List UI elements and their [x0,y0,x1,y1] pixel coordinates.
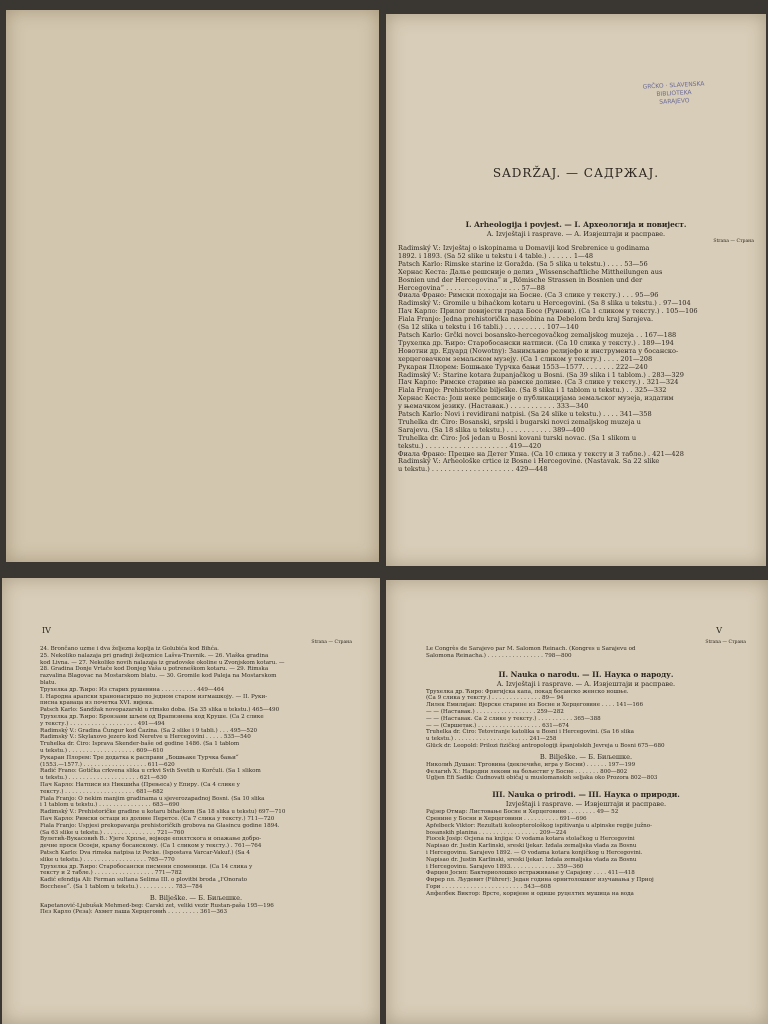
entry-line: Новотни др. Едуард (Nowotny): Занимљиво релијефо и инструмента у босанско- [398,346,679,355]
entry-line: Пач Карло: Римске старине на рамске долине. (Са 3 слике у тексту.) . 321—324 [398,378,679,387]
entry-line: Salomona Reinacha.) . . . . . . . . . . . . . . . . 798—800 [426,652,572,659]
entry-line: 25. Nekoliko nalazaja pri gradnji željeznice Lašva-Travnik. — 26. Vlaška gradina [40,652,269,659]
library-stamp: GRČKO · SLAVENSKA BIBLIOTEKA SARAJEVO [642,80,705,106]
subsection-title: A. Izvještaji i rasprave. — A. Извјештаји и расправе. [496,679,676,688]
entry-list [426,646,746,660]
entry-line: — — (Наставак. Са 2 слике у тексту.) . . . . . . . . . . 365—388 [426,715,601,722]
entry-line: Трухелка др. Ћиро: Фригијска капа, покад босанско женско ношње. [426,688,629,695]
entry-line: i 1 tablom u tekstu.) . . . . . . . . . . . . . . . 683—690 [40,802,180,809]
entry-line: — — (Наставак.) . . . . . . . . . . . . . . . . . 259—282 [426,708,564,715]
entry-line: Трухелка др. Ћиро: Старобосански писмени споменици. (Са 14 слика у [40,863,253,870]
entry-line: писна краваца из почетка XVI. вијека. [40,700,154,707]
entry-line: Фиала Франо: Прецне на Детег Упна. (Са 10 слика у тексту и 3 табле.) . 421—428 [398,449,684,458]
entry-line: kod Livna. — 27. Nekoliko novih nalazaja iz gradovske okoline u Zvonjskom kotaru. — [40,659,285,666]
entry-line: Hercegovina“ . . . . . . . . . . . . . . . . . . 57—88 [398,283,545,292]
entry-list [426,762,746,782]
section-title: II. Nauka o narodu. — II. Наука о народу. [498,669,674,679]
subsection-title: A. Izvještaji i rasprave. — A. Извјештаји и расправе. [486,230,666,238]
entry-line: Рајзер Отмар: Листовање Босне и Херцеговине . . . . . . . . 49— 52 [426,809,619,816]
entry-line: 1892. i 1893. (Sa 52 slike u tekstu i 4 table.) . . . . . . 1—48 [398,251,594,260]
entry-line: Апфелбек Виктор: Врсте, коријене и одише руцелтих мушица на вода [426,890,634,897]
entry-line: Patsch Karlo: Dva rimska natpisa iz Pecke. (Ispostava Varcar-Vakuf.) (Sa 4 [40,849,250,856]
entry-line: u tekstu.) . . . . . . . . . . . . . . . . . . . 609—610 [40,747,164,754]
entry-list [40,903,352,917]
contents-page-top-right [386,14,766,566]
entry-line: (1553.—1577.) . . . . . . . . . . . . . . . . . . 611—620 [40,761,175,768]
subsection-title: Izvještaji i rasprave. — Извјештаји и расправе. [505,800,667,809]
entry-line: Пач Карло: Римски остаци из долине Перетсе. (Са 7 слика у тексту.) 711—720 [40,815,275,822]
entry-line: Truhelka dr. Ćiro: Tetoviranje katolika u Bosni i Hercegovini. (Sa 16 slika [426,729,635,736]
page-title: SADRŽAJ. — САДРЖАЈ. [492,166,660,180]
entry-line: Трухелка др. Ћиро: Из старих рушевина . . . . . . . . . . 449—464 [40,686,225,693]
section-title: III. Nauka o prirodi. — III. Наука о природи. [492,790,680,800]
entry-line: Truhelka dr. Ćiro: Isprava Skender-baše od godine 1486. (Sa 1 tablom [40,741,240,748]
contents-page-bottom-left [2,578,380,1024]
entry-line: Fiocek Josip: Ocjena na knjiga: O vodama kotara stolačkog u Hercegovini [426,836,635,843]
entry-line: Radimský V.: Gromile u bihaćkom kotaru u Hercegovini. (Sa 8 slika u tekstu.) . 97—104 [398,299,691,308]
entry-line: i Hercegovinu. Sarajevo 1893. . . . . . . . . . . . . 359—360 [426,863,584,870]
entry-line: I. Народна арапски хранонасиршо по једном старом изгмашкоју. — II. Руки- [40,693,268,700]
entry-line: bosanskih planina . . . . . . . . . . . . . . . . . 209—224 [426,829,567,836]
entry-line: Fiala Franjo: Uspjesi prekopavanja prehistoričkih grobova na Glasincu godine 1894. [40,822,280,829]
entry-line: дечнe просн Осоеји, краљу босанскому. (Са 1 сликом у тексту.) . 761—764 [40,843,262,850]
entry-line: Radimský V.: Arheološke crtice iz Bosne i Hercegovine. (Nastavak. Sa 22 slike [398,457,660,466]
entry-line: Patsch Karlo: Sandžak novopazarski u rimsko doba. (Sa 35 slika u tekstu.) 465—490 [40,707,280,714]
entry-line: Пез Карло (Реза): Ахмет паша Херцеговић . . . . . . . . . 361—363 [40,909,228,916]
entry-line: Napisao dr. Justin Karlinski, sreski ljekar. Izdala zemaljska vlada za Bosnu [426,856,637,863]
entry-line: Фарцен Јосип: Бактериолошко истраживање у Сарајеву . . . . 411—418 [426,870,635,877]
entry-line: Glück dr. Leopold: Prilozi fizičkoj antropologiji španjolskih Jevreja u Bosni 675—680 [426,742,665,749]
entry-line: Пач Карло: Прилог повијести града Босе (Рунови). (Са 1 сликом у тексту.) . 105—106 [398,307,698,316]
entry-line: Сренине у Босни и Херцеговини . . . . . . . . . . 691—696 [426,815,587,822]
entry-line: тексту.) . . . . . . . . . . . . . . . . . . . . 681—682 [40,788,164,795]
entry-line: Radimský V.: Starine kotara županjačkog u Bosni. (Sa 39 slika i 1 tablom.) . 283—329 [398,370,684,379]
entry-line: Patsch Karlo: Grčki novci bosansko-hercegovačkog zemaljskog muzeja . . 167—188 [398,330,677,339]
entry-line: blatu. [40,679,57,686]
page-number: V [716,626,722,635]
column-header: Strana — Страна [713,239,754,244]
entry-line: Radić Frano: Gotička crkvena slika u crkvi Svih Svetih u Korčuli. (Sa 1 slikom [40,768,261,775]
entry-line: Трухелка др. Ћиро: Старобосански натписи. (Са 10 слика у тексту.) . 189—194 [398,338,674,347]
entry-line: u tekstu.) . . . . . . . . . . . . . . . . . . . . 429—448 [398,465,548,474]
entry-line: Хернас Кеста: Још неке решсније о публикацијама земаљског музеја, издатим [398,394,674,403]
entry-line: Bosnien und der Hercegovina“ и „Römische Strassen in Bosnien und der [398,275,643,284]
entry-line: у њемачком језику. (Наставак.) . . . . . . . . . . . 333—340 [398,402,589,411]
entry-line: Radimský V.: Skylaxovo jezero kod Neretve u Hercegovini . . . . . 535—540 [40,734,251,741]
entry-line: Kadić efendija Ali: Ferman sultana Selima III. o plovitbi broda „l'Onorato [40,877,247,884]
entry-line: u tekstu.) . . . . . . . . . . . . . . . . . . . . 621—630 [40,775,167,782]
entry-line: Пач Карло: Натписи из Никшића (Прењеса) у Епиру. (Са 4 слике у [40,781,240,788]
entry-line: Radimský V.: Gradina Čungur kod Čazina. (Sa 2 slike i 9 tabli.) . . . 495—520 [40,727,258,734]
contents-page-bottom-right [386,580,768,1024]
entry-line: Truhelka dr. Ćiro: Bosanski, srpski i bugarski novci zemaljskog muzeja u [398,417,641,426]
entry-line: 24. Brončano uzme i dva željezna koplјa iz Golubića kod Bihća. [40,646,219,652]
entry-line: razvalina Blagovac na Mostarskom blatu. — 30. Gromile kod Paleja na Mostarskom [40,673,277,680]
entry-line: u tekstu.) . . . . . . . . . . . . . . . . . . . . . 241—258 [426,736,557,743]
entry-line: Le Congrès de Sarajevo par M. Salomon Reinach. (Kongres u Sarajevu od [426,646,636,652]
subsection-title: B. Bilješke. — Б. Биљешке. [539,752,633,761]
entry-line: Truhelka dr. Ćiro: Još jedan u Bosni kovani turski novac. (Sa 1 slikom u [398,433,637,442]
entry-line: (Sa 63 slike u tekstu.) . . . . . . . . . . . . . . . 721—760 [40,829,185,836]
entry-line: Лилек Емилијан: Вјерске старине из Босне и Херцеговине . . . . 141—166 [426,702,644,709]
entry-list [426,689,746,750]
entry-list [398,245,754,474]
entry-line: Napisao dr. Justin Karlinski, sreski ljekar. Izdala zemaljska vlada za Bosnu [426,843,637,850]
entry-line: Radimský V.: Izvještaj o iskopinama u Domaviji kod Srebrenice u godinama [398,244,650,252]
entry-line: Kapetanović-Ljubušak Mehmed-beg: Carski zet, veliki vezir Rustan-paša 195—196 [40,902,274,909]
column-header: Strana — Страна [705,640,746,645]
entry-line: Fiala Franjo: Jedna prehistorička naseobina na Debelom brdu kraj Sarajeva. [398,315,654,324]
entry-line: Bocchese“. (Sa 1 tablom u tekstu.) . . . . . . . . . . 783—784 [40,883,203,890]
page-number: IV [42,626,51,635]
entry-line: Fiala Franjo: O nekim manjim gradinama u sjeverozapadnoj Bosni. (Sa 10 slika [40,795,265,802]
entry-line: Radimský V.: Prehistoričke gradine u kotaru bihaćkom (Sa 18 slika u tekstu) 697—710 [40,809,286,816]
entry-line: Хернас Кеста: Дальe решсније о делиз „Wissenschaftliche Mittheilungen aus [398,267,663,276]
subsection-title: B. Bilješke. — Б. Биљешке. [149,893,243,902]
section-title: I. Arheologija i povjest. — I. Археологија и повијест. [465,220,687,229]
entry-line: Apfelbeck Viktor: Rezultati koleopterološkog ispitivanja u alpinske regije južno- [426,822,653,829]
column-header: Strana — Страна [311,640,352,645]
entry-line: Трухелка др. Ћиро: Бронзани шљем од Врапизиева код Круше. (Са 2 слике [40,713,264,720]
entry-line: 28. Gradina Donje Vrtače kod Donjeg Vaša u potreneškom kotaru. — 29. Rimska [40,666,269,673]
entry-line: — — (Свршетак.) . . . . . . . . . . . . . . . . . . 631—674 [426,722,570,729]
entry-line: Фирер пл. Људевит (Führer): Један година орнитолошког изучавања у Прној [426,877,654,884]
entry-line: slike u tekstu.) . . . . . . . . . . . . . . . . . . 765—770 [40,856,175,863]
entry-line: Ugljen Efi Sadik: Čudnovati običaj u muslomanskih seljaka oko Prozora 802—803 [426,775,658,782]
entry-line: Patsch Karlo: Rimske starine iz Goražda. (Sa 5 slika u tekstu.) . . . . 53—56 [398,259,648,268]
entry-line: Patsch Karlo: Novi i revidirani natpisi. (Sa 24 slike u tekstu.) . . . . 341—358 [398,410,652,419]
entry-line: Рукаран Плорем: Бошњаке Турчка бањи 1553—1577. . . . . . . . 222—240 [398,362,648,371]
entry-line: Fiala Franjo: Prehistoričke bilješke. (Sa 8 slika i 1 tablom u tekstu.) . . 325—332 [398,386,667,395]
entry-list [426,809,746,897]
entry-line: tekstu.) . . . . . . . . . . . . . . . . . . . . 419—420 [398,441,542,450]
entry-line: Sarajevu. (Sa 18 slika u tekstu.) . . . . . . . . . . . 389—400 [398,425,585,434]
entry-line: Гори . . . . . . . . . . . . . . . . . . . . . . . 543—608 [426,883,551,890]
entry-line: (Sa 12 slika u tekstu i 16 tabli.) . . . . . . . . . . 107—140 [398,323,579,332]
entry-line: Фиала Франо: Римски походаји на Босне. (Са 3 слике у тексту.) . . . 95—96 [398,291,659,300]
entry-line: (Са 9 слика у тексту.) . . . . . . . . . . . . . . 89— 94 [426,695,564,702]
entry-line: тексту и 2 табле.) . . . . . . . . . . . . . . . . . 771—782 [40,870,182,877]
entry-line: у тексту.) . . . . . . . . . . . . . . . . . . . 491—494 [40,720,165,727]
blank-page-top-left [6,10,379,562]
entry-line: Николић Душан: Трговина (деклечиће, игра у Босни) . . . . . . 197—199 [426,761,636,768]
entry-line: Рукаран Плорем: Тре додатка к расправи „Бошњаке Турчка бањи“ [40,754,239,761]
entry-line: Фелагић Х.: Народни лекови на бољестиг у Босне . . . . . . . 800—802 [426,768,628,775]
entry-line: i Hercegovinu. Sarajevo 1892. — O vodama kotara konjičkog u Hercegovini. [426,849,643,856]
entry-line: Вулетић-Вукасовић В.: Ујеге Хрпље, војводе епилтскога и опажањe добро- [40,836,262,843]
entry-line: херцеговачком земаљском музеју. (Са 1 сликом у тексту.) . . . . 201—208 [398,354,653,363]
entry-list [40,646,352,891]
